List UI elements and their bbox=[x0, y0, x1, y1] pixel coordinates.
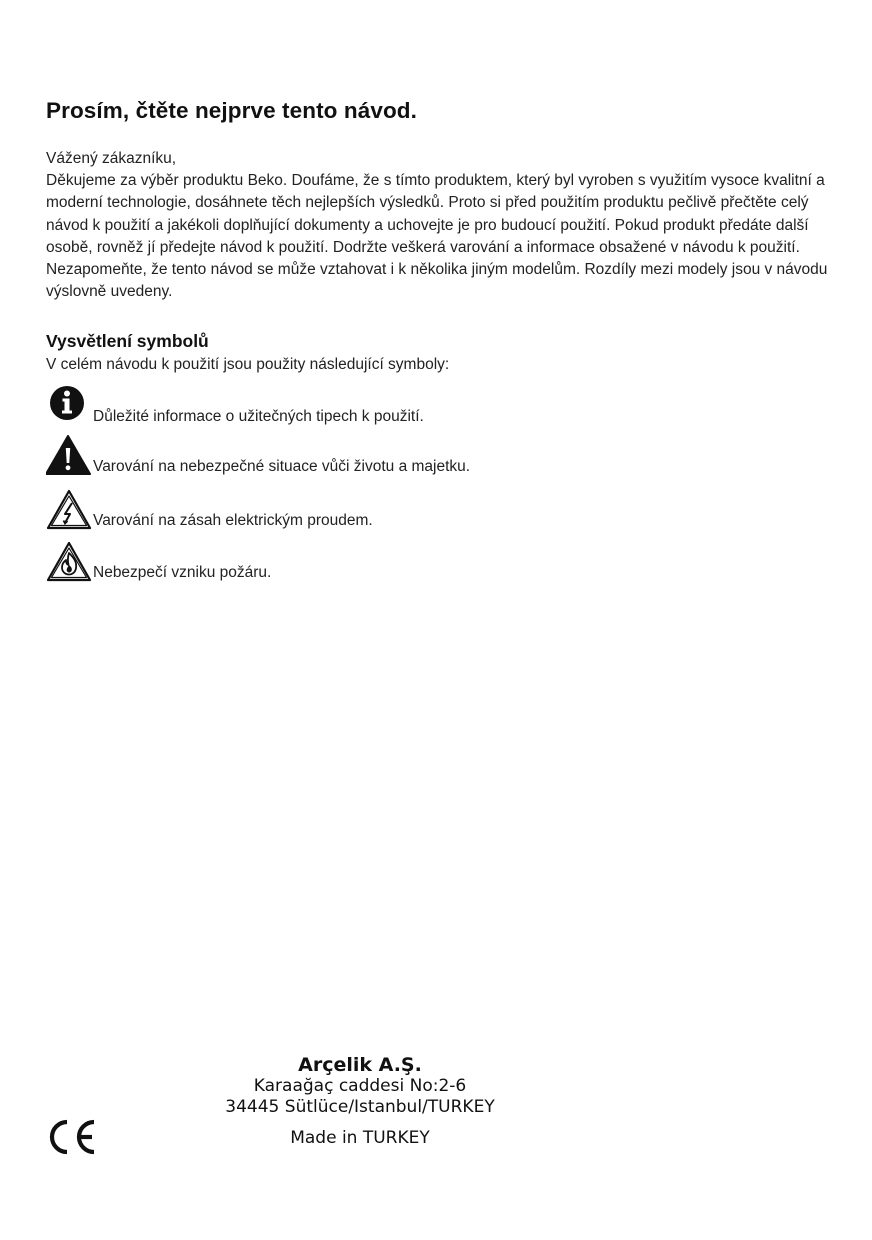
intro-paragraph: Děkujeme za výběr produktu Beko. Doufáme, že s tímto produktem, který byl vyroben s využitím vysoce kvalitní a moderní technologie, dosáhnete těch nejlepších výsledků. Proto si před použitím produktu pečlivě přečtěte celý návod k použití a jakékoli doplňující dokumenty a uchovejte je pro budoucí použití. Pokud produkt předáte další osobě, rovněž jí předejte návod k použití. Dodržte veškerá varování a informace obsažené v návodu k použití. bbox=[46, 172, 825, 256]
symbols-heading: Vysvětlení symbolů bbox=[46, 331, 209, 351]
symbol-row-info bbox=[46, 384, 746, 428]
address-line-1: Karaağaç caddesi No:2-6 bbox=[253, 1076, 467, 1096]
symbol-text-warning: Varování na nebezpečné situace vůči životu a majetku. bbox=[93, 458, 471, 475]
made-in: Made in TURKEY bbox=[290, 1128, 430, 1148]
ce-mark-icon bbox=[44, 1117, 100, 1157]
greeting: Vážený zákazníku, bbox=[46, 150, 177, 167]
symbols-intro: V celém návodu k použití jsou použity následující symboly: bbox=[46, 356, 450, 373]
address-line-2: 34445 Sütlüce/Istanbul/TURKEY bbox=[225, 1097, 495, 1117]
fire-hazard-icon bbox=[46, 540, 92, 584]
symbol-text-info: Důležité informace o užitečných tipech k použití. bbox=[93, 408, 424, 425]
electric-shock-icon bbox=[46, 488, 92, 532]
symbol-text-electric: Varování na zásah elektrickým proudem. bbox=[93, 512, 373, 529]
info-icon bbox=[46, 384, 92, 428]
symbol-row-fire bbox=[46, 540, 746, 584]
page-title: Prosím, čtěte nejprve tento návod. bbox=[46, 98, 417, 123]
symbol-row-warning bbox=[46, 434, 746, 478]
symbol-row-electric bbox=[46, 488, 746, 532]
manufacturer-info bbox=[200, 1054, 520, 1149]
intro-text bbox=[46, 148, 836, 303]
company-name: Arçelik A.Ş. bbox=[298, 1054, 422, 1076]
warning-icon bbox=[46, 434, 92, 478]
models-note: Nezapomeňte, že tento návod se může vztahovat i k několika jiným modelům. Rozdíly mezi modely jsou v návodu výslovně uvedeny. bbox=[46, 261, 828, 301]
symbol-text-fire: Nebezpečí vzniku požáru. bbox=[93, 564, 272, 581]
